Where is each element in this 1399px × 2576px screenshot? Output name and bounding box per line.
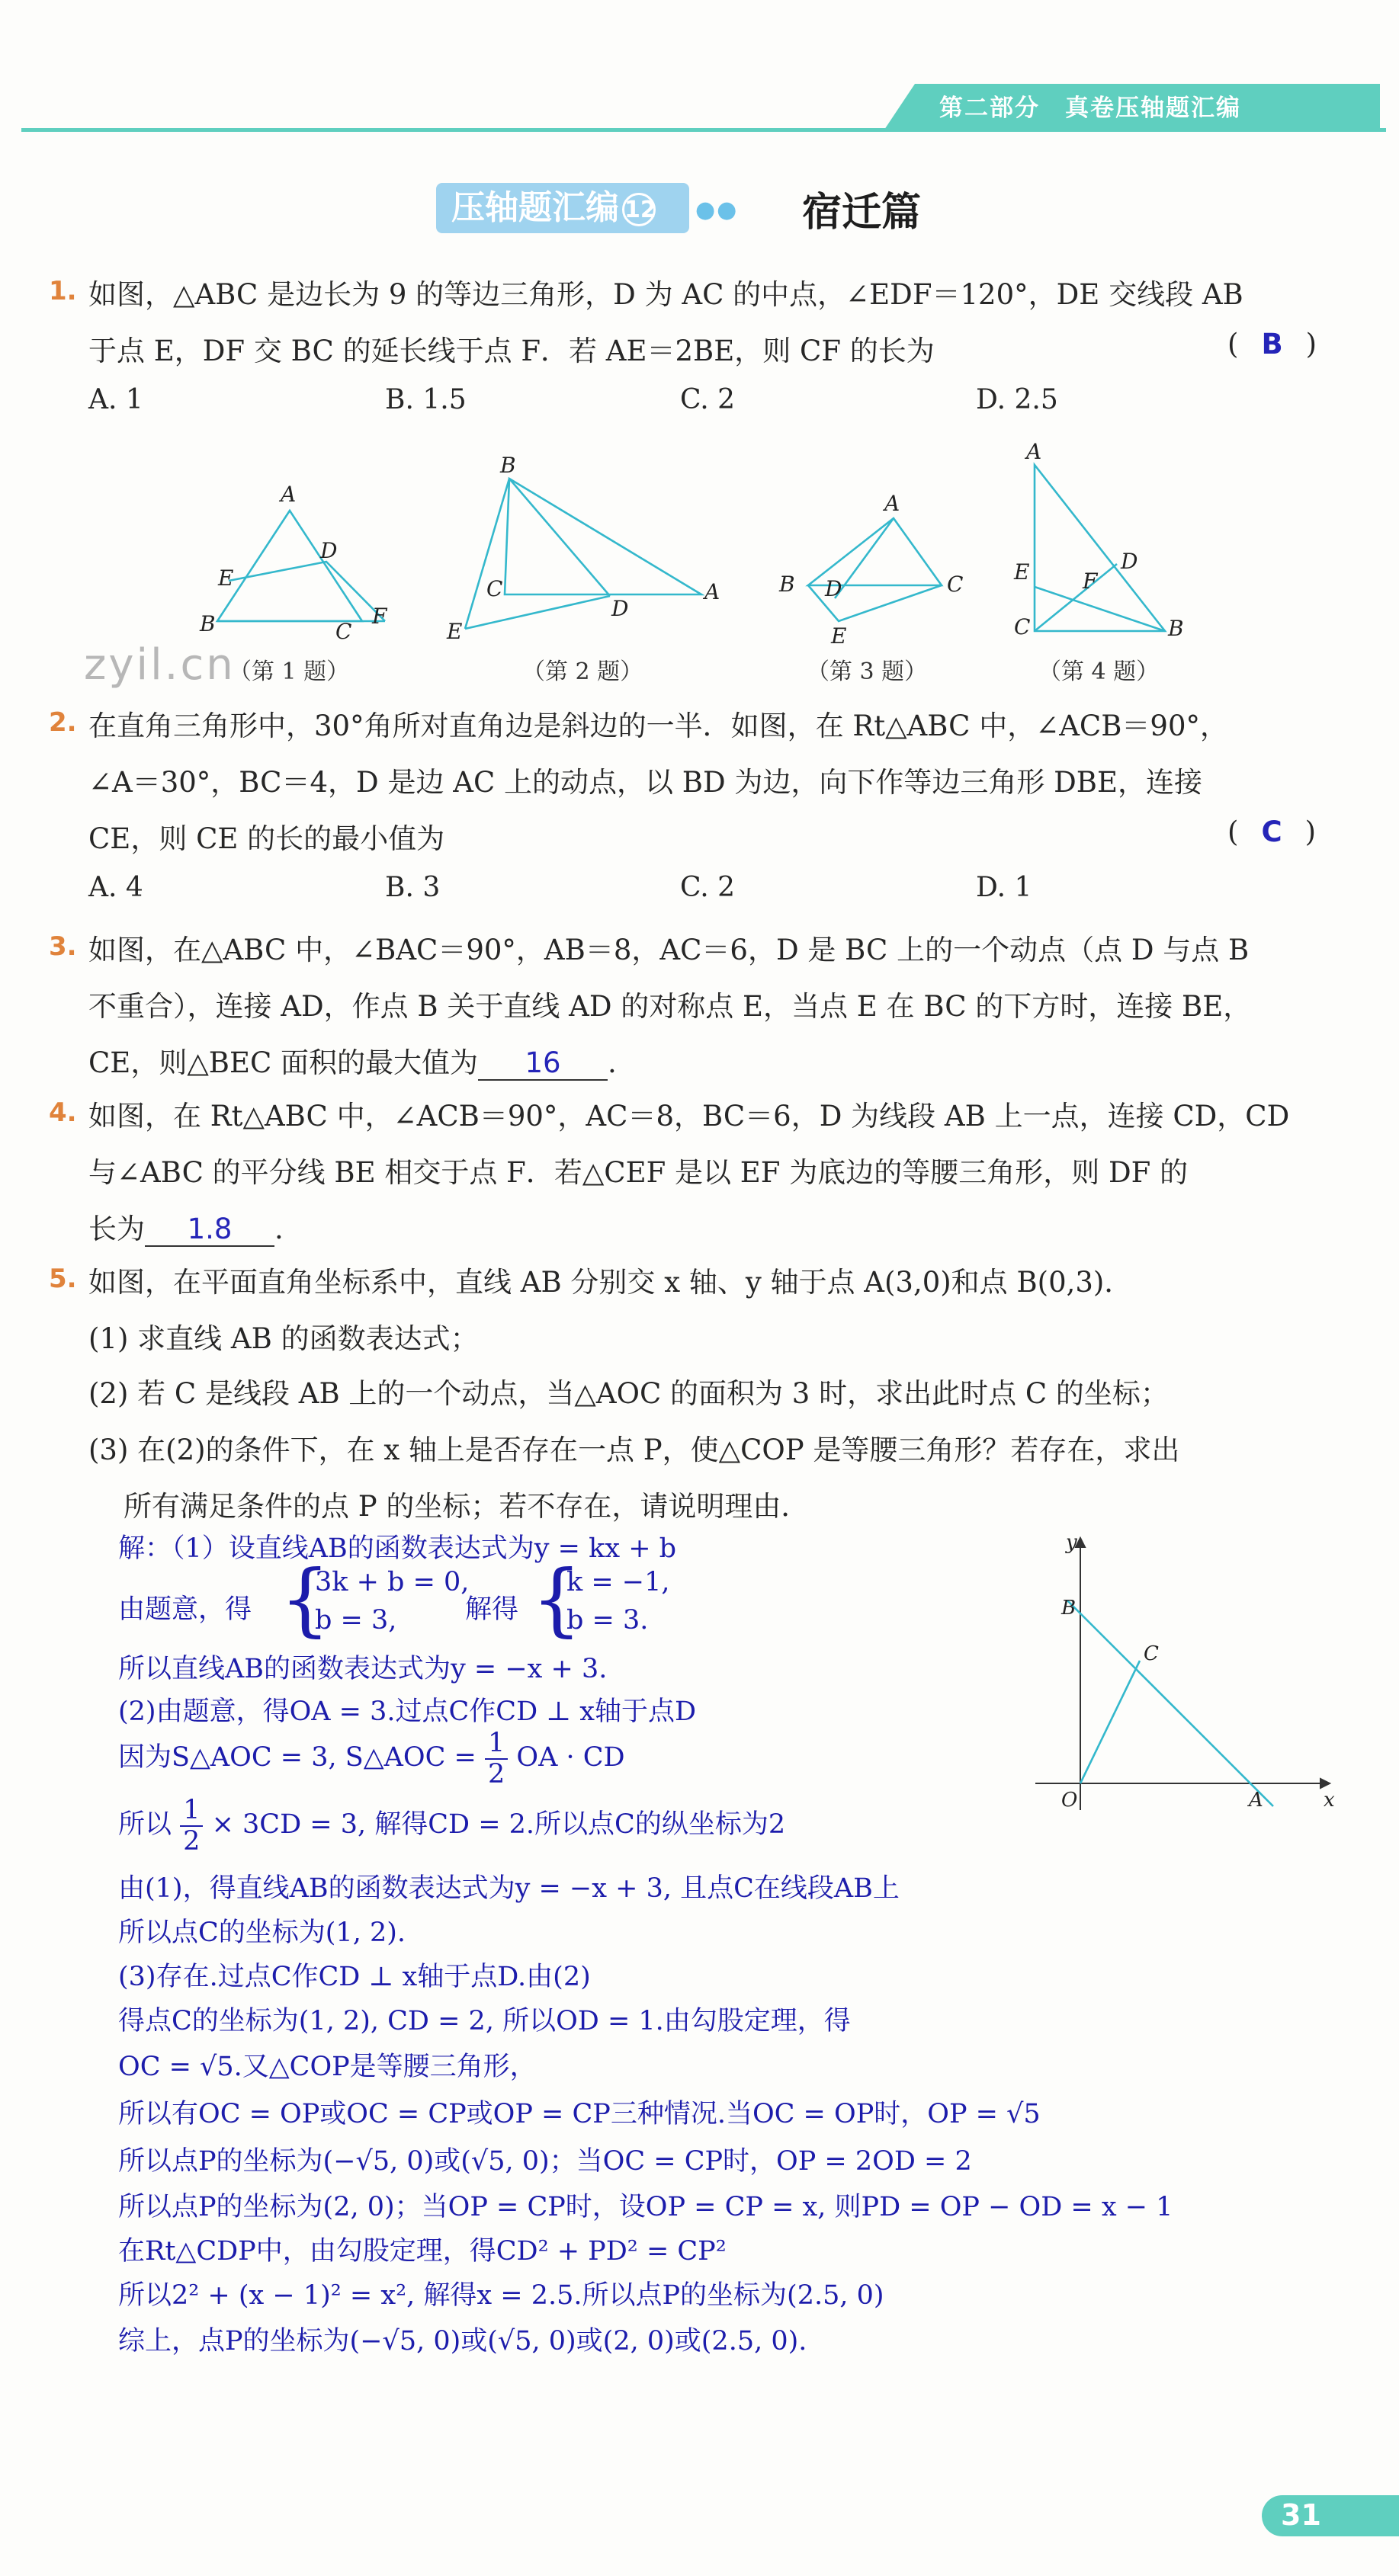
- sol-l6-fraction: [180, 1796, 203, 1856]
- sol-line-13: 所以点P的坐标为(−√5, 0)或(√5, 0)；当OC = CP时，OP = 2OD = 2: [118, 2146, 972, 2177]
- watermark: zyil.cn: [84, 640, 236, 690]
- y-axis-arrow: [1076, 1538, 1085, 1547]
- fig1-label-d: D: [320, 538, 338, 563]
- q3-line-3: [88, 1040, 617, 1081]
- q2-line-3: CE，则 CE 的长的最小值为: [88, 822, 445, 855]
- fig3-label-a: A: [884, 491, 900, 516]
- title-badge: [436, 183, 689, 233]
- fig2-label-d: D: [611, 596, 629, 621]
- q4-line-2: 与∠ABC 的平分线 BE 相交于点 F．若△CEF 是以 EF 为底边的等腰三角形，则 DF 的: [88, 1156, 1189, 1189]
- fig4-label-b: B: [1168, 616, 1184, 641]
- fig1-label-b: B: [200, 611, 216, 636]
- q5-number: 5.: [49, 1264, 77, 1294]
- page-number: 31: [1281, 2498, 1321, 2532]
- graph-label-b: B: [1061, 1597, 1077, 1620]
- sol-l6-a: 所以: [118, 1809, 172, 1840]
- sol-line-15: 在Rt△CDP中，由勾股定理，得CD² + PD² = CP²: [118, 2236, 727, 2267]
- graph-label-y: y: [1066, 1531, 1077, 1554]
- fig1-label-a: A: [281, 482, 297, 507]
- fig2-label-a: A: [704, 579, 720, 604]
- q5-part-3: (3) 在(2)的条件下，在 x 轴上是否存在一点 P，使△COP 是等腰三角形？若存在，求出: [88, 1434, 1180, 1466]
- sol-line-14: 所以点P的坐标为(2, 0)；当OP = CP时，设OP = CP = x, 则PD = OP − OD = x − 1: [118, 2192, 1173, 2222]
- sol-line-6: [118, 1796, 785, 1856]
- q3-number: 3.: [49, 931, 77, 962]
- fig2-label-c: C: [486, 576, 503, 601]
- fig4-label-e: E: [1014, 559, 1030, 585]
- q2-line-1: 在直角三角形中，30°角所对直角边是斜边的一半．如图，在 Rt△ABC 中，∠ACB＝90°，: [88, 710, 1228, 742]
- figure-4: [1035, 465, 1165, 631]
- q1-option-b: B. 1.5: [385, 384, 467, 415]
- q1-option-c: C. 2: [680, 384, 736, 415]
- sol-sys2-eq2: b = 3.: [566, 1605, 649, 1636]
- fig2-label-e: E: [447, 619, 463, 644]
- sol-line-4: (2)由题意，得OA = 3.过点C作CD ⊥ x轴于点D: [118, 1697, 697, 1727]
- x-axis-arrow: [1320, 1779, 1330, 1788]
- q3-line-3-end: .: [608, 1046, 617, 1079]
- q1-option-a: A. 1: [88, 384, 143, 415]
- graph-label-a: A: [1249, 1789, 1263, 1812]
- q1-line-2: 于点 E，DF 交 BC 的延长线于点 F．若 AE＝2BE，则 CF 的长为: [88, 335, 935, 367]
- q4-line-3-text: 长为: [88, 1213, 145, 1245]
- q5-part-1: (1) 求直线 AB 的函数表达式；: [88, 1322, 479, 1355]
- fig2-label-b: B: [500, 453, 516, 478]
- sol-line-11: OC = √5.又△COP是等腰三角形，: [118, 2052, 537, 2082]
- fig3-label-e: E: [831, 623, 847, 649]
- q1-answer: B: [1261, 328, 1283, 360]
- line-ab: [1067, 1600, 1273, 1806]
- sol-brace-2: {: [531, 1552, 582, 1645]
- sol-l6-denominator: 2: [183, 1825, 201, 1857]
- q4-line-1: 如图，在 Rt△ABC 中，∠ACB＝90°，AC＝8，BC＝6，D 为线段 AB 上一点，连接 CD，CD: [88, 1100, 1290, 1133]
- q5-line-1: 如图，在平面直角坐标系中，直线 AB 分别交 x 轴、y 轴于点 A(3,0)和点 B(0,3)．: [88, 1266, 1133, 1299]
- sol-sys1-eq2: b = 3,: [315, 1605, 397, 1636]
- fig2-caption: （第 2 题）: [522, 658, 643, 685]
- title-number: 12: [622, 193, 656, 226]
- title-badge-text: 压轴题汇编: [451, 188, 619, 227]
- q1-line-1: 如图，△ABC 是边长为 9 的等边三角形，D 为 AC 的中点，∠EDF＝120°，DE 交线段 AB: [88, 278, 1243, 311]
- q1-number: 1.: [49, 276, 77, 306]
- sol-line-10: 得点C的坐标为(1, 2), CD = 2, 所以OD = 1.由勾股定理，得: [118, 2006, 851, 2036]
- sol-l6-numerator: 1: [180, 1796, 203, 1827]
- fig4-label-f: F: [1083, 569, 1098, 594]
- coordinate-graph: [1022, 1524, 1342, 1829]
- q2-line-2: ∠A＝30°，BC＝4，D 是边 AC 上的动点，以 BD 为边，向下作等边三角形 DBE，连接: [88, 766, 1203, 799]
- sol-line-5: [118, 1729, 625, 1789]
- sol-line-17: 综上，点P的坐标为(−√5, 0)或(√5, 0)或(2, 0)或(2.5, 0).: [118, 2326, 807, 2357]
- q3-answer: 16: [478, 1046, 608, 1081]
- sol-l5-fraction: [485, 1729, 508, 1789]
- fig4-label-a: A: [1026, 439, 1042, 464]
- fig1-caption: （第 1 题）: [229, 658, 350, 685]
- graph-label-x: x: [1324, 1789, 1335, 1812]
- q5-part-2: (2) 若 C 是线段 AB 上的一个动点，当△AOC 的面积为 3 时，求出此时点 C 的坐标；: [88, 1377, 1169, 1410]
- sol-line-8: 所以点C的坐标为(1, 2).: [118, 1918, 406, 1948]
- figure-2: [465, 479, 701, 629]
- sol-l6-b: × 3CD = 3, 解得CD = 2.所以点C的纵坐标为2: [211, 1809, 786, 1840]
- title-dots: ●●: [695, 197, 739, 223]
- q4-line-3-end: .: [274, 1213, 284, 1245]
- figure-1: [217, 511, 385, 621]
- fig3-label-c: C: [947, 572, 964, 597]
- q2-answer: C: [1261, 815, 1282, 848]
- q2-option-b: B. 3: [385, 872, 441, 903]
- fig1-label-f: F: [372, 604, 387, 629]
- sol-l5-numerator: 1: [485, 1729, 508, 1760]
- section-label: 第二部分 真卷压轴题汇编: [939, 95, 1241, 122]
- sol-line-16: 所以2² + (x − 1)² = x², 解得x = 2.5.所以点P的坐标为(2.5, 0): [118, 2280, 884, 2311]
- q2-option-c: C. 2: [680, 872, 736, 903]
- sol-line-1: 解：（1）设直线AB的函数表达式为y = kx + b: [118, 1533, 677, 1564]
- fig4-label-d: D: [1121, 549, 1138, 574]
- q5-part-3-cont: 所有满足条件的点 P 的坐标；若不存在，请说明理由．: [124, 1490, 810, 1523]
- q1-answer-bracket: ( B ): [1227, 328, 1317, 360]
- q3-line-3-text: CE，则△BEC 面积的最大值为: [88, 1046, 479, 1079]
- q3-line-1: 如图，在△ABC 中，∠BAC＝90°，AB＝8，AC＝6，D 是 BC 上的一个动点（点 D 与点 B: [88, 934, 1250, 966]
- q4-line-3: [88, 1206, 284, 1247]
- sol-l2-a: 由题意，得: [118, 1594, 252, 1625]
- sol-l5-b: OA · CD: [516, 1742, 625, 1773]
- sol-line-12: 所以有OC = OP或OC = CP或OP = CP三种情况.当OC = OP时，OP = √5: [118, 2099, 1041, 2129]
- title-city: 宿迁篇: [802, 190, 922, 235]
- q2-option-a: A. 4: [88, 872, 143, 903]
- figure-3: [808, 518, 942, 621]
- q3-line-2: 不重合），连接 AD，作点 B 关于直线 AD 的对称点 E，当点 E 在 BC 的下方时，连接 BE，: [88, 990, 1252, 1023]
- sol-line-3: 所以直线AB的函数表达式为y = −x + 3.: [118, 1654, 608, 1684]
- sol-sys1-eq1: 3k + b = 0,: [315, 1567, 470, 1597]
- graph-label-c: C: [1144, 1642, 1159, 1665]
- fig1-label-c: C: [335, 619, 352, 644]
- segment-oc: [1080, 1661, 1140, 1783]
- sol-sys2-eq1: k = −1,: [566, 1567, 670, 1597]
- q4-answer: 1.8: [145, 1213, 274, 1247]
- q4-number: 4.: [49, 1097, 77, 1128]
- q2-option-d: D. 1: [976, 872, 1032, 903]
- q1-option-d: D. 2.5: [976, 384, 1058, 415]
- graph-label-o: O: [1061, 1789, 1078, 1812]
- fig4-label-c: C: [1014, 614, 1031, 639]
- fig3-label-b: B: [779, 572, 795, 597]
- sol-line-7: 由(1)，得直线AB的函数表达式为y = −x + 3, 且点C在线段AB上: [118, 1873, 900, 1904]
- q2-answer-bracket: ( C ): [1227, 815, 1317, 848]
- fig3-label-d: D: [825, 576, 842, 601]
- fig4-caption: （第 4 题）: [1038, 658, 1160, 685]
- sol-line-9: (3)存在.过点C作CD ⊥ x轴于点D.由(2): [118, 1962, 591, 1992]
- fig1-label-e: E: [218, 566, 234, 591]
- sol-brace-1: {: [280, 1552, 331, 1645]
- sol-l2-b: 解得: [465, 1594, 519, 1625]
- fig3-caption: （第 3 题）: [807, 658, 928, 685]
- sol-l5-denominator: 2: [487, 1758, 505, 1789]
- sol-l5-a: 因为S△AOC = 3, S△AOC =: [118, 1742, 476, 1773]
- q2-number: 2.: [49, 707, 77, 738]
